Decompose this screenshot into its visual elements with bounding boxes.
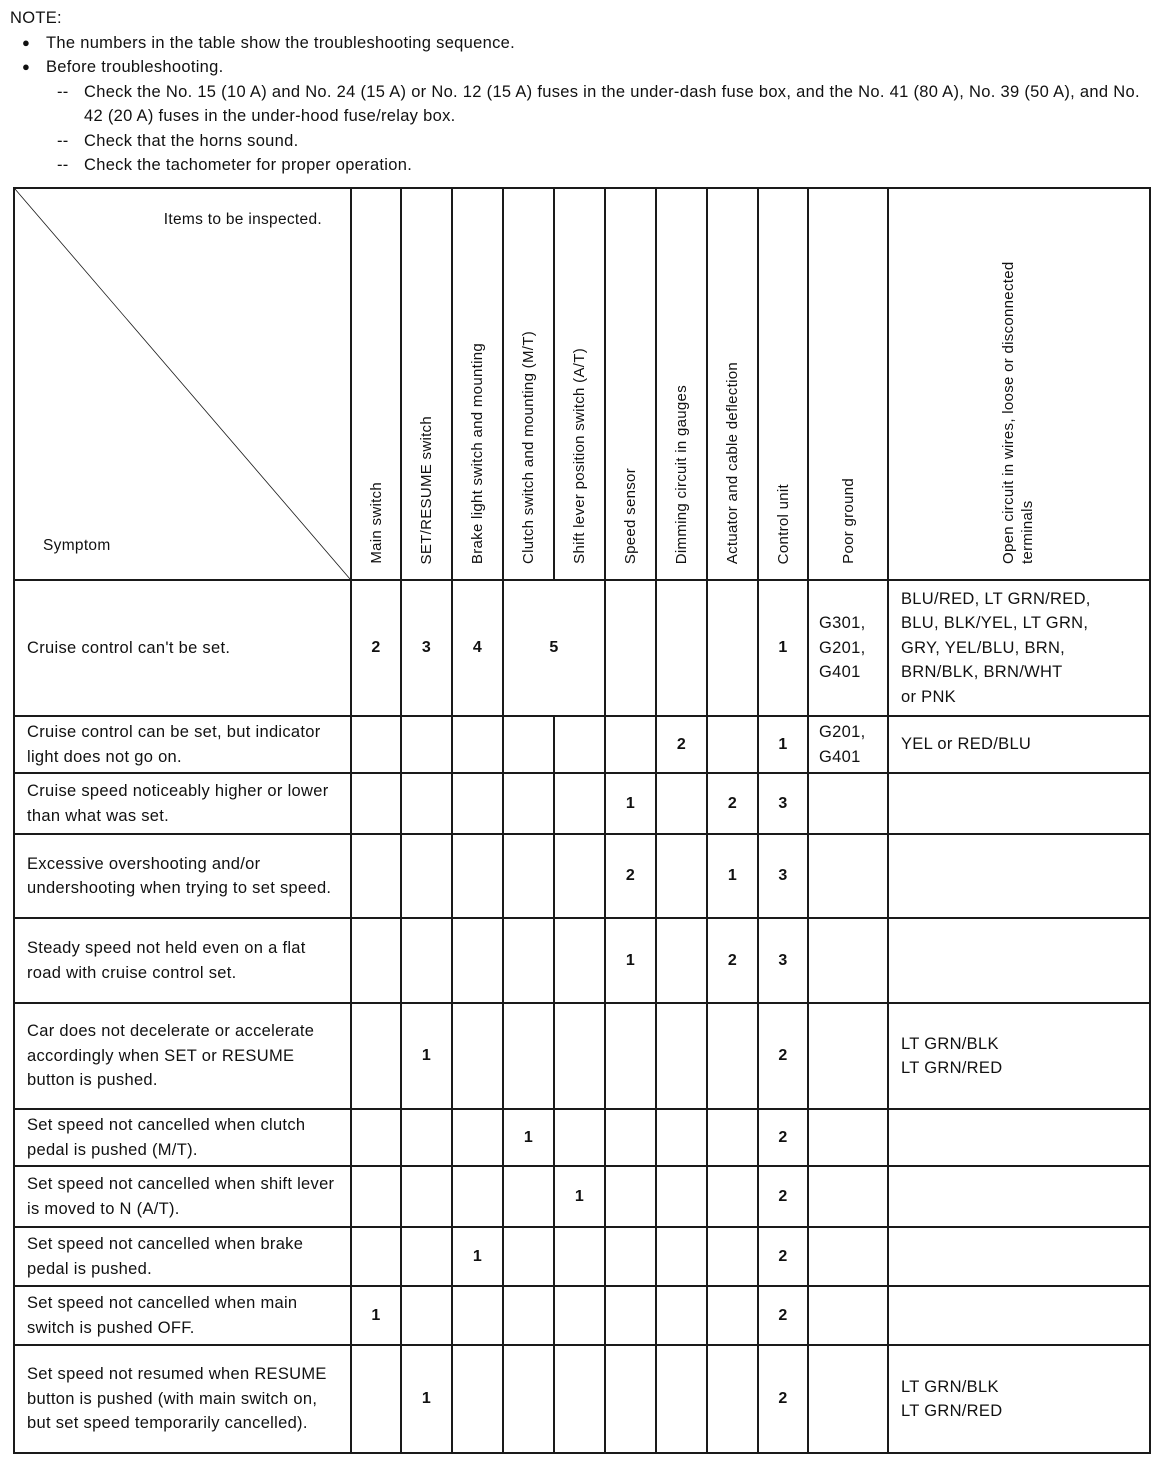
troubleshooting-table [13,187,1151,1454]
open-circuit-cell [888,1003,1150,1109]
brake-cell [452,1345,503,1453]
speed-sensor-cell [605,1286,656,1345]
brake-cell [452,918,503,1003]
main-switch-cell: 1 [351,1286,401,1345]
dash-mark: -- [57,131,69,150]
poor-ground-cell [808,918,888,1003]
poor-ground-cell [808,1109,888,1166]
set-resume-cell [401,773,452,834]
clutch-cell [503,834,554,918]
dimming-cell [656,1003,707,1109]
col-header-text: Open circuit in wires, loose or disconnected terminals [1000,261,1036,564]
table-row [14,773,1150,834]
actuator-cell: 2 [707,773,758,834]
control-unit-cell: 3 [758,918,808,1003]
control-unit-cell: 2 [758,1286,808,1345]
note-sub-1-text: Check the No. 15 (10 A) and No. 24 (15 A) or No. 12 (15 A) fuses in the under-dash fuse box, and the No. 41 (80 A), No. 39 (50 A), and No. 42 (20 A) fuses in the under-hood fuse/relay box. [84,82,1140,125]
control-unit-cell: 2 [758,1003,808,1109]
dimming-cell [656,580,707,716]
corner-symptom-label: Symptom [43,537,111,554]
shift-lever-cell [554,1003,605,1109]
symptom-cell: Excessive overshooting and/or undershooting when trying to set speed. [14,834,351,918]
speed-sensor-cell [605,1345,656,1453]
wire-line: LT GRN/BLK [901,1377,999,1396]
note-sub-3-text: Check the tachometer for proper operation. [84,156,413,174]
col-header-text: Clutch switch and mounting (M/T) [520,330,537,564]
control-unit-cell: 2 [758,1345,808,1453]
main-switch-cell [351,773,401,834]
note-bullet-1: ● The numbers in the table show the troubleshooting sequence. [10,31,1160,56]
notes-section [10,6,1160,178]
set-resume-cell [401,918,452,1003]
note-sub-3 [10,153,1160,178]
ground-line: G401 [819,747,861,766]
poor-ground-cell [808,1003,888,1109]
clutch-cell: 1 [503,1109,554,1166]
clutch-cell [503,773,554,834]
poor-ground-cell [808,1286,888,1345]
note-sub-2 [10,129,1160,154]
dimming-cell [656,1345,707,1453]
note-title: NOTE: [10,9,62,27]
main-switch-cell: 2 [351,580,401,716]
speed-sensor-cell [605,1003,656,1109]
brake-cell [452,1109,503,1166]
actuator-cell [707,1286,758,1345]
corner-items-label: Items to be inspected. [163,211,322,228]
open-circuit-cell [888,1345,1150,1453]
dimming-cell: 2 [656,716,707,773]
col-header-clutch-switch [503,188,554,580]
brake-cell: 4 [452,580,503,716]
table-row [14,1345,1150,1453]
table-row [14,918,1150,1003]
table-row [14,1227,1150,1286]
col-header-control-unit [758,188,808,580]
col-header-text: Actuator and cable deflection [724,361,741,564]
header-row [14,188,1150,580]
shift-lever-cell [554,1109,605,1166]
corner-cell [14,188,351,580]
table-row [14,834,1150,918]
poor-ground-cell [808,580,888,716]
poor-ground-cell [808,716,888,773]
col-header-speed-sensor [605,188,656,580]
wire-line: YEL or RED/BLU [901,735,1032,754]
set-resume-cell [401,716,452,773]
dimming-cell [656,834,707,918]
open-circuit-cell [888,1286,1150,1345]
control-unit-cell: 2 [758,1166,808,1227]
clutch-cell [503,918,554,1003]
shift-lever-cell [554,1345,605,1453]
main-switch-cell [351,834,401,918]
symptom-cell: Steady speed not held even on a flat road with cruise control set. [14,918,351,1003]
speed-sensor-cell [605,1109,656,1166]
set-resume-cell [401,1166,452,1227]
ground-line: G301, [819,614,866,633]
symptom-cell: Cruise control can't be set. [14,580,351,716]
open-circuit-cell [888,716,1150,773]
main-switch-cell [351,1227,401,1286]
control-unit-cell: 1 [758,580,808,716]
col-header-text: SET/RESUME switch [418,415,435,564]
wire-line: BLU, BLK/YEL, LT GRN, [901,614,1089,633]
set-resume-cell [401,1286,452,1345]
actuator-cell: 1 [707,834,758,918]
symptom-cell: Car does not decelerate or accelerate accordingly when SET or RESUME button is pushed. [14,1003,351,1109]
dash-mark: -- [57,156,69,174]
brake-cell [452,1166,503,1227]
open-circuit-cell [888,834,1150,918]
actuator-cell [707,580,758,716]
shift-lever-cell: 1 [554,1166,605,1227]
ground-line: G201, [819,638,866,657]
shift-lever-cell [554,773,605,834]
dimming-cell [656,773,707,834]
speed-sensor-cell [605,1166,656,1227]
speed-sensor-cell [605,1227,656,1286]
shift-lever-cell [554,1227,605,1286]
symptom-cell: Set speed not cancelled when clutch pedal is pushed (M/T). [14,1109,351,1166]
note-bullet-2: ● Before troubleshooting. [10,55,1160,80]
note-sub-2-text: Check that the horns sound. [84,131,299,150]
table-row [14,1166,1150,1227]
clutch-shift-cell: 5 [503,580,605,716]
poor-ground-cell [808,1166,888,1227]
actuator-cell [707,1227,758,1286]
table-row [14,1286,1150,1345]
col-header-main-switch [351,188,401,580]
actuator-cell [707,1003,758,1109]
main-switch-cell [351,1166,401,1227]
poor-ground-cell [808,773,888,834]
wire-line: or PNK [901,687,956,706]
table-row [14,1109,1150,1166]
control-unit-cell: 1 [758,716,808,773]
col-header-open-circuit [888,188,1150,580]
open-circuit-cell [888,773,1150,834]
clutch-cell [503,1003,554,1109]
wire-line: GRY, YEL/BLU, BRN, [901,638,1066,657]
wire-line: BLU/RED, LT GRN/RED, [901,589,1091,608]
open-circuit-cell [888,1227,1150,1286]
dimming-cell [656,918,707,1003]
poor-ground-cell [808,1227,888,1286]
clutch-cell [503,1345,554,1453]
poor-ground-cell [808,1345,888,1453]
col-header-text: Brake light switch and mounting [469,342,486,564]
brake-cell [452,1286,503,1345]
dimming-cell [656,1166,707,1227]
table-row [14,1003,1150,1109]
speed-sensor-cell: 1 [605,918,656,1003]
brake-cell [452,773,503,834]
speed-sensor-cell: 1 [605,773,656,834]
clutch-cell [503,1286,554,1345]
table-row [14,580,1150,716]
brake-cell [452,834,503,918]
control-unit-cell: 2 [758,1109,808,1166]
symptom-cell: Set speed not resumed when RESUME button is pushed (with main switch on, but set speed temporarily cancelled). [14,1345,351,1453]
wire-line: LT GRN/RED [901,1059,1003,1077]
actuator-cell [707,1109,758,1166]
actuator-cell [707,1166,758,1227]
main-switch-cell [351,1003,401,1109]
brake-cell [452,716,503,773]
dimming-cell [656,1286,707,1345]
control-unit-cell: 2 [758,1227,808,1286]
diagonal-line [15,189,350,579]
table-row [14,716,1150,773]
actuator-cell [707,1345,758,1453]
speed-sensor-cell [605,580,656,716]
clutch-cell [503,1166,554,1227]
shift-lever-cell [554,834,605,918]
actuator-cell: 2 [707,918,758,1003]
shift-lever-cell [554,918,605,1003]
set-resume-cell [401,1109,452,1166]
col-header-text: Poor ground [839,478,857,564]
col-header-text: Control unit [774,483,792,564]
col-header-dimming-circuit [656,188,707,580]
speed-sensor-cell [605,716,656,773]
brake-cell: 1 [452,1227,503,1286]
col-header-actuator [707,188,758,580]
poor-ground-cell [808,834,888,918]
col-header-set-resume-switch [401,188,452,580]
set-resume-cell [401,834,452,918]
set-resume-cell [401,1227,452,1286]
actuator-cell [707,716,758,773]
set-resume-cell: 3 [401,580,452,716]
control-unit-cell: 3 [758,834,808,918]
col-header-poor-ground [808,188,888,580]
wire-line: BRN/BLK, BRN/WHT [901,663,1063,682]
col-header-text: Main switch [367,482,385,564]
shift-lever-cell [554,1286,605,1345]
open-circuit-cell [888,580,1150,716]
speed-sensor-cell: 2 [605,834,656,918]
symptom-cell: Cruise control can be set, but indicator light does not go on. [14,716,351,773]
clutch-cell [503,716,554,773]
clutch-cell [503,1227,554,1286]
dash-mark: -- [57,82,69,101]
brake-cell [452,1003,503,1109]
dimming-cell [656,1109,707,1166]
main-switch-cell [351,716,401,773]
col-header-text: Speed sensor [622,467,639,564]
symptom-cell: Cruise speed noticeably higher or lower than what was set. [14,773,351,834]
set-resume-cell: 1 [401,1345,452,1453]
main-switch-cell [351,918,401,1003]
open-circuit-cell [888,1166,1150,1227]
open-circuit-cell [888,918,1150,1003]
ground-line: G201, [819,723,866,741]
col-header-shift-lever-switch [554,188,605,580]
shift-lever-cell [554,716,605,773]
main-switch-cell [351,1345,401,1453]
set-resume-cell: 1 [401,1003,452,1109]
open-circuit-cell [888,1109,1150,1166]
dimming-cell [656,1227,707,1286]
note-sub-1 [10,80,1160,129]
wire-line: LT GRN/BLK [901,1034,999,1053]
symptom-cell: Set speed not cancelled when brake pedal is pushed. [14,1227,351,1286]
symptom-cell: Set speed not cancelled when main switch is pushed OFF. [14,1286,351,1345]
symptom-cell: Set speed not cancelled when shift lever is moved to N (A/T). [14,1166,351,1227]
ground-line: G401 [819,663,861,682]
control-unit-cell: 3 [758,773,808,834]
main-switch-cell [351,1109,401,1166]
col-header-brake-light-switch [452,188,503,580]
wire-line: LT GRN/RED [901,1402,1003,1420]
col-header-text: Dimming circuit in gauges [673,384,690,564]
col-header-text: Shift lever position switch (A/T) [571,348,588,564]
